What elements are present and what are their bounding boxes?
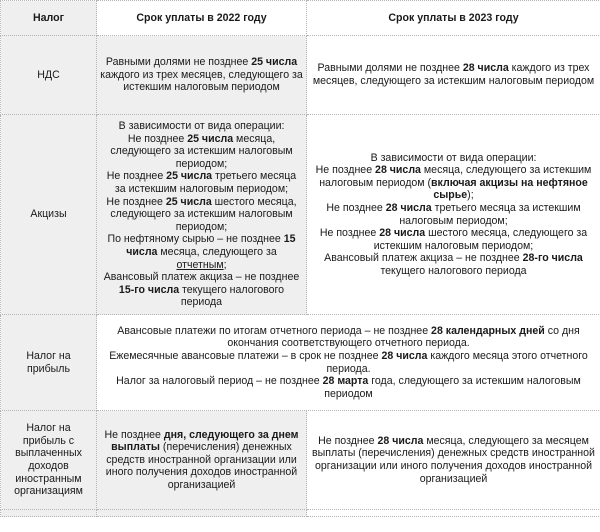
cell-paragraph: Авансовые платежи по итогам отчетного периода – не позднее 28 календарных дней со дня окончания соответствующего отчетного периода. <box>117 324 580 350</box>
cell-paragraph: Равными долями не позднее 28 числа каждого из трех месяцев, следующего за истекшим налоговым периодом <box>312 62 595 87</box>
tax-name-cell: Налог на прибыль с выплаченных доходов иностранным организациям <box>1 411 97 510</box>
deadline-merged-cell <box>97 315 600 411</box>
deadline-2022-cell <box>97 36 307 115</box>
cell-paragraph: В зависимости от вида операции: <box>118 120 285 133</box>
cell-paragraph: В зависимости от вида операции: <box>370 151 537 164</box>
cell-paragraph: Налог за налоговый период – не позднее 28 марта года, следующего за истекшим налоговым периодом <box>116 375 581 400</box>
table-row <box>1 411 600 510</box>
cell-paragraph: Не позднее 28 числа месяца, следующего за месяцем выплаты (перечисления) денежных средств иностранной организации или иного получения доходов иностранной организацией <box>312 434 595 485</box>
cell-paragraph: Не позднее 28 числа шестого месяца, следующего за истекшим налоговым периодом; <box>319 227 588 252</box>
tax-name-cell: Налог на прибыль <box>1 315 97 411</box>
cell-paragraph: Авансовый платеж акциза – не позднее 28-го числа текущего налогового периода <box>324 252 583 277</box>
cell-paragraph: Равными долями не позднее 25 числа каждого из трех месяцев, следующего за истекшим налоговым периодом <box>100 56 303 94</box>
header-tax: Налог <box>1 1 97 36</box>
deadline-2022-cell <box>97 115 307 315</box>
tax-name-cell: Акцизы <box>1 115 97 315</box>
table-row <box>1 315 600 411</box>
cell-paragraph: По нефтяному сырью – не позднее 15 числа месяца, следующего за отчетным; <box>107 233 296 271</box>
header-2022: Срок уплаты в 2022 году <box>97 1 307 36</box>
table-row <box>1 36 600 115</box>
table-row <box>1 115 600 315</box>
table-row-partial <box>1 510 600 517</box>
cell-paragraph: Не позднее 25 числа месяца, следующего за истекшим налоговым периодом; <box>110 132 293 170</box>
cell-paragraph: Не позднее 25 числа третьего месяца за истекшим налоговым периодом; <box>106 170 297 196</box>
deadline-2023-cell <box>307 411 600 510</box>
cell-paragraph: Не позднее 28 числа месяца, следующего за истекшим налоговым периодом (включая акцизы на нефтяное сырье); <box>315 164 592 202</box>
tax-name-cell: НДС <box>1 36 97 115</box>
cell-paragraph: Ежемесячные авансовые платежи – в срок не позднее 28 числа каждого месяца этого отчетного периода. <box>109 349 588 375</box>
header-row <box>1 1 600 36</box>
cell-paragraph: Не позднее дня, следующего за днем выплаты (перечисления) денежных средств иностранной организации или иного получения доходов иностранной организацией <box>104 428 299 491</box>
deadline-2023-cell <box>307 36 600 115</box>
cell-paragraph: Не позднее 25 числа шестого месяца, следующего за истекшим налоговым периодом; <box>106 195 297 233</box>
deadline-2022-cell <box>97 411 307 510</box>
deadline-2023-cell <box>307 115 600 315</box>
header-2023: Срок уплаты в 2023 году <box>307 1 600 36</box>
cell-paragraph: Авансовый платеж акциза – не позднее 15-го числа текущего налогового периода <box>103 271 300 309</box>
cell-paragraph: Не позднее 28 числа третьего месяца за истекшим налоговым периодом; <box>326 201 581 227</box>
